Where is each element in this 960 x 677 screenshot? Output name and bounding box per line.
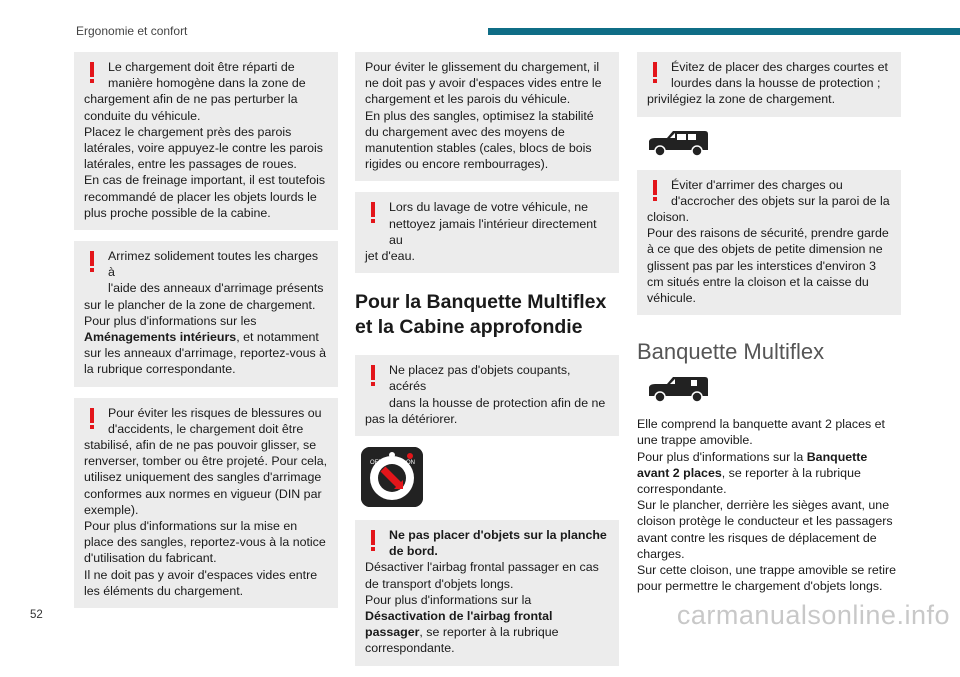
warning-line: [365, 527, 609, 543]
column-1: [74, 52, 338, 619]
warning-line: Évitez de placer des charges courtes et: [671, 60, 888, 74]
text-run: Pour plus d'informations sur la: [365, 592, 532, 607]
info-text: En plus des sangles, optimisez la stabilité du chargement avec des moyens de manutention stables (cales, blocs de bois rigides ou encore rembourrages).: [365, 108, 594, 172]
warning-box-load-distribution: [74, 52, 338, 230]
airbag-off-label: OFF: [370, 460, 382, 467]
section-title: Banquette Multiflex: [637, 339, 825, 365]
section-title: Pour la Banquette Multiflex et la Cabine approfondie: [355, 291, 607, 339]
warning-icon: [651, 180, 658, 201]
warning-line: Ne placez pas d'objets coupants, acérés: [389, 363, 571, 394]
warning-line: Le chargement doit être réparti de: [108, 60, 295, 74]
header-accent-bar: [488, 28, 960, 35]
warning-text: privilégiez la zone de chargement.: [647, 92, 836, 107]
column-2: [355, 52, 619, 677]
warning-icon: [651, 62, 658, 83]
info-text: Pour éviter le glissement du chargement, il ne doit pas y avoir d'espaces vides entre le chargement et les parois du véhicule.: [365, 60, 602, 107]
text-run: , se reporter à la rubrique correspondante.: [365, 625, 559, 656]
warning-line: manière homogène dans la zone de: [108, 76, 306, 91]
warning-icon: [88, 62, 95, 83]
cross-reference-link[interactable]: Aménagements intérieurs: [84, 330, 237, 345]
warning-text: chargement afin de ne pas perturber la conduite du véhicule.: [84, 92, 298, 123]
warning-text: Placez le chargement près des parois latérales, voire appuyez-le contre les parois latérales, entre les passages de roues.: [84, 124, 323, 172]
warning-box-tie-down: [74, 241, 338, 387]
warning-box-short-loads: [637, 52, 901, 117]
warning-bold-text: Ne pas placer d'objets sur la planche: [389, 528, 607, 543]
warning-text: stabilisé, afin de ne pas pouvoir glisser, se renverser, tomber ou être projeté. Pour cela, utilisez uniquement des sangles d'arrimage conformes aux normes en vigueur (DIN par exemple).: [84, 438, 328, 517]
van-icon: [647, 374, 709, 404]
warning-text: cloison.: [647, 210, 690, 225]
warning-box-stabilize-load: [74, 398, 338, 608]
warning-icon: [369, 202, 376, 223]
warning-box-washing: [355, 192, 619, 273]
cross-reference-link[interactable]: Banquette avant 2 places: [637, 449, 868, 480]
warning-line: dans la housse de protection afin de ne: [389, 395, 606, 410]
warning-icon: [88, 408, 95, 429]
warning-text: [365, 592, 609, 657]
page-header-title: Ergonomie et confort: [76, 24, 188, 38]
warning-line: l'aide des anneaux d'arrimage présents: [108, 281, 324, 296]
warning-text: Désactiver l'airbag frontal passager en cas de transport d'objets longs.: [365, 560, 599, 591]
text-run: Pour plus d'informations sur la: [637, 449, 804, 464]
page-number: 52: [30, 609, 43, 621]
warning-text: pas la détériorer.: [365, 411, 458, 426]
warning-text: Pour des raisons de sécurité, prendre garde à ce que des objets de petite dimension ne glissent pas par les interstices d'environ 3 cm situés entre la cloison et la caisse du véhicule.: [647, 226, 889, 306]
warning-line: [365, 543, 609, 559]
multiflex-description: [637, 416, 901, 594]
warning-bold-text: de bord.: [389, 544, 438, 559]
column-3: [637, 52, 901, 594]
body-text: [637, 449, 901, 498]
warning-line: Éviter d'arrimer des charges ou: [671, 177, 843, 192]
text-run: Pour plus d'informations sur les: [84, 313, 257, 328]
text-run: , et notamment sur les anneaux d'arrimage, reportez-vous à la rubrique correspondante.: [84, 330, 327, 377]
cross-reference-link[interactable]: Désactivation de l'airbag frontal passager: [365, 609, 553, 640]
passenger-airbag-off-icon: [361, 447, 423, 507]
warning-line: nettoyez jamais l'intérieur directement au: [389, 216, 597, 247]
warning-text: Pour plus d'informations sur la mise en place des sangles, reportez-vous à la notice d'utilisation du fabricant.: [84, 519, 326, 566]
warning-line: d'accrocher des objets sur la paroi de la: [671, 193, 890, 208]
info-box-no-gaps: [355, 52, 619, 181]
warning-line: d'accidents, le chargement doit être: [108, 421, 304, 436]
warning-text: En cas de freinage important, il est toutefois recommandé de placer les objets lourds le plus proche possible de la cabine.: [84, 173, 326, 220]
van-crew-cab-icon: [647, 128, 709, 158]
warning-line: Pour éviter les risques de blessures ou: [108, 405, 322, 420]
warning-line: lourdes dans la housse de protection ;: [671, 76, 881, 91]
warning-icon: [369, 530, 376, 551]
warning-text: Il ne doit pas y avoir d'espaces vides entre les éléments du chargement.: [84, 567, 318, 598]
warning-icon: [369, 365, 376, 386]
warning-icon: [88, 251, 95, 272]
warning-text: [84, 313, 328, 378]
body-text: Sur cette cloison, une trappe amovible se retire pour permettre le chargement d'objets longs.: [637, 563, 896, 594]
warning-text: jet d'eau.: [365, 249, 415, 264]
warning-box-sharp-objects: [355, 355, 619, 436]
warning-line: Arrimez solidement toutes les charges à: [108, 249, 319, 280]
warning-box-partition: [637, 170, 901, 316]
text-run: , se reporter à la rubrique correspondante.: [637, 465, 861, 497]
body-text: Sur le plancher, derrière les sièges avant, une cloison protège le conducteur et les passagers avant contre les risques de déplacement de charges.: [637, 498, 893, 561]
warning-box-dashboard: [355, 520, 619, 666]
warning-text: sur le plancher de la zone de chargement.: [84, 297, 316, 312]
watermark: carmanualsonline.info: [676, 600, 950, 630]
warning-line: Lors du lavage de votre véhicule, ne: [389, 200, 589, 215]
body-text: Elle comprend la banquette avant 2 places et une trappe amovible.: [637, 417, 885, 448]
airbag-on-label: ON: [406, 460, 415, 467]
